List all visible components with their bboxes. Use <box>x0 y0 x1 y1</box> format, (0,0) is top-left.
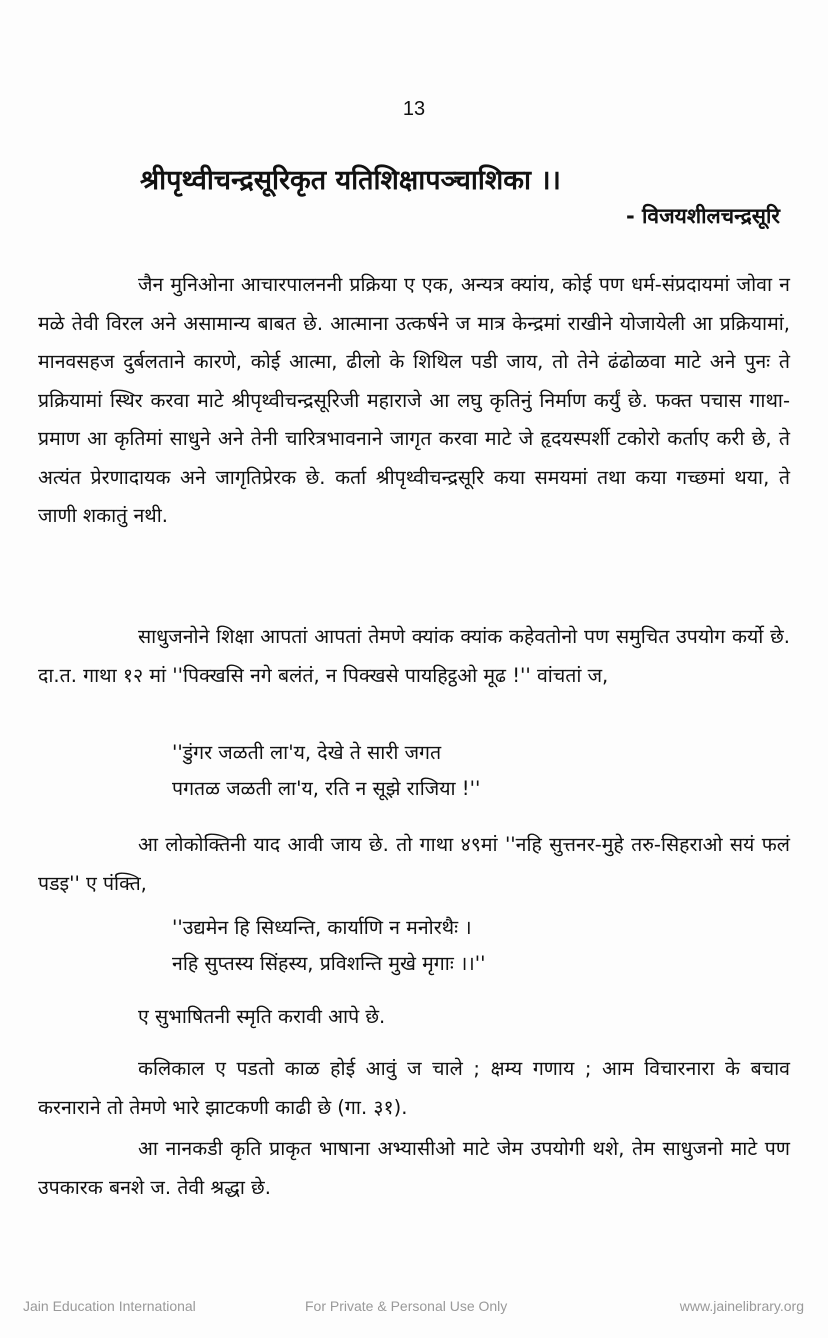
paragraph: साधुजनोने शिक्षा आपतां आपतां तेमणे क्यांक क्यांक कहेवतोनो पण समुचित उपयोग कर्यो छे. दा.त. गाथा १२ मां ''पिक्खसि नगे बलंतं, न पिक्खसे पायहिट्ठओ मूढ !'' वांचतां ज, <box>38 625 790 687</box>
paragraph-kalikal <box>38 1050 790 1127</box>
paragraph-subhashit <box>38 998 790 1037</box>
footer-publisher: Jain Education International <box>23 1298 196 1314</box>
paragraph: आ लोकोक्तिनी याद आवी जाय छे. तो गाथा ४९मां ''नहि सुत्तनर-मुहे तरु-सिहराओ सयं फलं पडइ'' ए पंक्ति, <box>38 833 790 895</box>
paragraph: कलिकाल ए पडतो काळ होई आवुं ज चाले ; क्षम्य गणाय ; आम विचारनारा के बचाव करनाराने तो तेमणे भारे झाटकणी काढी छे (गा. ३१). <box>38 1057 790 1119</box>
paragraph-intro <box>38 266 790 536</box>
verse-line: ''डुंगर जळती ला'य, देखे ते सारी जगत <box>172 741 442 764</box>
verse-line: नहि सुप्तस्य सिंहस्य, प्रविशन्ति मुखे मृगाः ।।'' <box>172 952 486 975</box>
footer-usage-note: For Private & Personal Use Only <box>305 1298 508 1314</box>
paragraph-closing <box>38 1130 790 1207</box>
paragraph: जैन मुनिओना आचारपालननी प्रक्रिया ए एक, अन्यत्र क्यांय, कोई पण धर्म-संप्रदायमां जोवा न मळे तेवी विरल अने असामान्य बाबत छे. आत्माना उत्कर्षने ज मात्र केन्द्रमां राखीने योजायेली आ प्रक्रियामां, मानवसहज दुर्बलताने कारणे, कोई आत्मा, ढीलो के शिथिल पडी जाय, तो तेने ढंढोळवा माटे अने पुनः ते प्रक्रियामां स्थिर करवा माटे श्रीपृथ्वीचन्द्रसूरिजी महाराजे आ लघु कृतिनुं निर्माण कर्युं छे. फक्त पचास गाथा-प्रमाण आ कृतिमां साधुने अने तेनी चारित्रभावनाने जागृत करवा माटे जे हृदयस्पर्शी टकोरो कर्ताए करी छे, ते अत्यंत प्रेरणादायक अने जागृतिप्रेरक छे. कर्ता श्रीपृथ्वीचन्द्रसूरि कया समयमां तथा कया गच्छमां थया, ते जाणी शकातुं नथी. <box>38 273 790 527</box>
paragraph-proverbs <box>38 618 790 695</box>
footer-website-link[interactable]: www.jainelibrary.org <box>679 1298 804 1314</box>
page-title: श्रीपृथ्वीचन्द्रसूरिकृत यतिशिक्षापञ्चाशिका ।। <box>140 165 561 196</box>
verse-line: ''उद्यमेन हि सिध्यन्ति, कार्याणि न मनोरथैः । <box>172 916 472 939</box>
verse-block-1 <box>172 735 480 807</box>
paragraph: आ नानकडी कृति प्राकृत भाषाना अभ्यासीओ माटे जेम उपयोगी थशे, तेम साधुजनो माटे पण उपकारक बनशे ज. तेवी श्रद्धा छे. <box>38 1137 790 1199</box>
verse-block-2 <box>172 910 485 982</box>
author-line: - विजयशीलचन्द्रसूरि <box>625 204 780 228</box>
verse-line: पगतळ जळती ला'य, रति न सूझे राजिया !'' <box>172 777 481 800</box>
paragraph-lokokti <box>38 826 790 903</box>
paragraph: ए सुभाषितनी स्मृति करावी आपे छे. <box>138 1005 386 1028</box>
page-number: 13 <box>402 98 426 120</box>
